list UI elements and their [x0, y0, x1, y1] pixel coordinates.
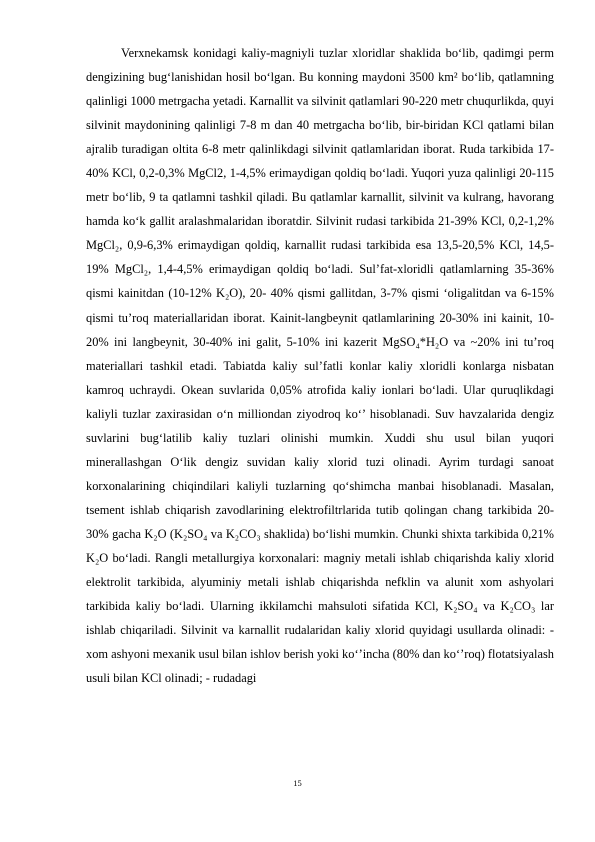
page-number: 15 [293, 778, 302, 788]
body-paragraph: Verxnekamsk konidagi kaliy-magniyli tuzlar xloridlar shaklida bo‘lib, qadimgi perm dengizining bug‘lanishidan hosil bo‘lgan. Bu konning maydoni 3500 km² bo‘lib, qatlamning qalinligi 1000 metrgacha yetadi. Karnallit va silvinit qatlamlari 90-220 metr chuqurlikda, quyi silvinit maydonining qalinligi 7-8 m dan 40 metrgacha bo‘lib, bir-biridan KCl qatlami bilan ajralib turadigan oltita 6-8 metr qalinlikdagi silvinit qatlamlaridan iborat. Ruda tarkibida 17-40% KCl, 0,2-0,3% MgCl2, 1-4,5% erimaydigan qoldiq bo‘ladi. Yuqori yuza qalinligi 20-115 metr bo‘lib, 9 ta qatlamni tashkil qiladi. Bu qatlamlar karnallit, silvinit va kulrang, havorang hamda ko‘k gallit aralashmalaridan iboratdir. Silvinit rudasi tarkibida 21-39% KCl, 0,2-1,2% MgCl₂, 0,9-6,3% erimaydigan qoldiq, karnallit rudasi tarkibida esa 13,5-20,5% KCl, 14,5-19% MgCl₂, 1,4-4,5% erimaydigan qoldiq bo‘ladi. Sul’fat-xloridli qatlamlarning 35-36% qismi kainitdan (10-12% K₂O), 20- 40% qismi gallitdan, 3-7% qismi ‘oligalitdan va 6-15% qismi tu’roq materiallaridan iborat. Kainit-langbeynit qatlamlarining 20-30% ini kainit, 10-20% ini langbeynit, 30-40% ini galit, 5-10% ini kazerit MgSO₄*H₂O va ~20% ini tu’roq materiallari tashkil etadi. Tabiatda kaliy sul’fatli konlar kaliy xloridli konlarga nisbatan kamroq uchraydi. Okean suvlarida 0,05% atrofida kaliy ionlari bo‘ladi. Ular quruqlikdagi kaliyli tuzlar zaxirasidan o‘n milliondan ziyodroq ko‘’ hisoblanadi. Suv havzalarida dengiz suvlarini bug‘latilib kaliy tuzlari olinishi mumkin. Xuddi shu usul bilan yuqori minerallashgan O‘lik dengiz suvidan kaliy xlorid tuzi olinadi. Ayrim turdagi sanoat korxonalarining chiqindilari kaliyli tuzlarning qo‘shimcha manbai hisoblanadi. Masalan, tsement ishlab chiqarish zavodlarining elektrofiltrlarida tutib qolingan chang tarkibida 20-30% gacha K₂O (K₂SO₄ va K₂CO₃ shaklida) bo‘lishi mumkin. Chunki shixta tarkibida 0,21% K₂O bo‘ladi. Rangli metallurgiya korxonalari: magniy metali ishlab chiqarishda kaliy xlorid elektrolit tarkibida, alyuminiy metali ishlab chiqarishda nefklin va alunit xom ashyolari tarkibida kaliy bo‘ladi. Ularning ikkilamchi mahsuloti sifatida KCl, K₂SO₄ va K₂CO₃ lar ishlab chiqariladi. Silvinit va karnallit rudalaridan kaliy xlorid quyidagi usullarda olinadi: - xom ashyoni mexanik usul bilan ishlov berish yoki ko‘’incha (80% dan ko‘’roq) flotatsiyalash usuli bilan KCl olinadi; - rudadagi [86, 46, 555, 686]
